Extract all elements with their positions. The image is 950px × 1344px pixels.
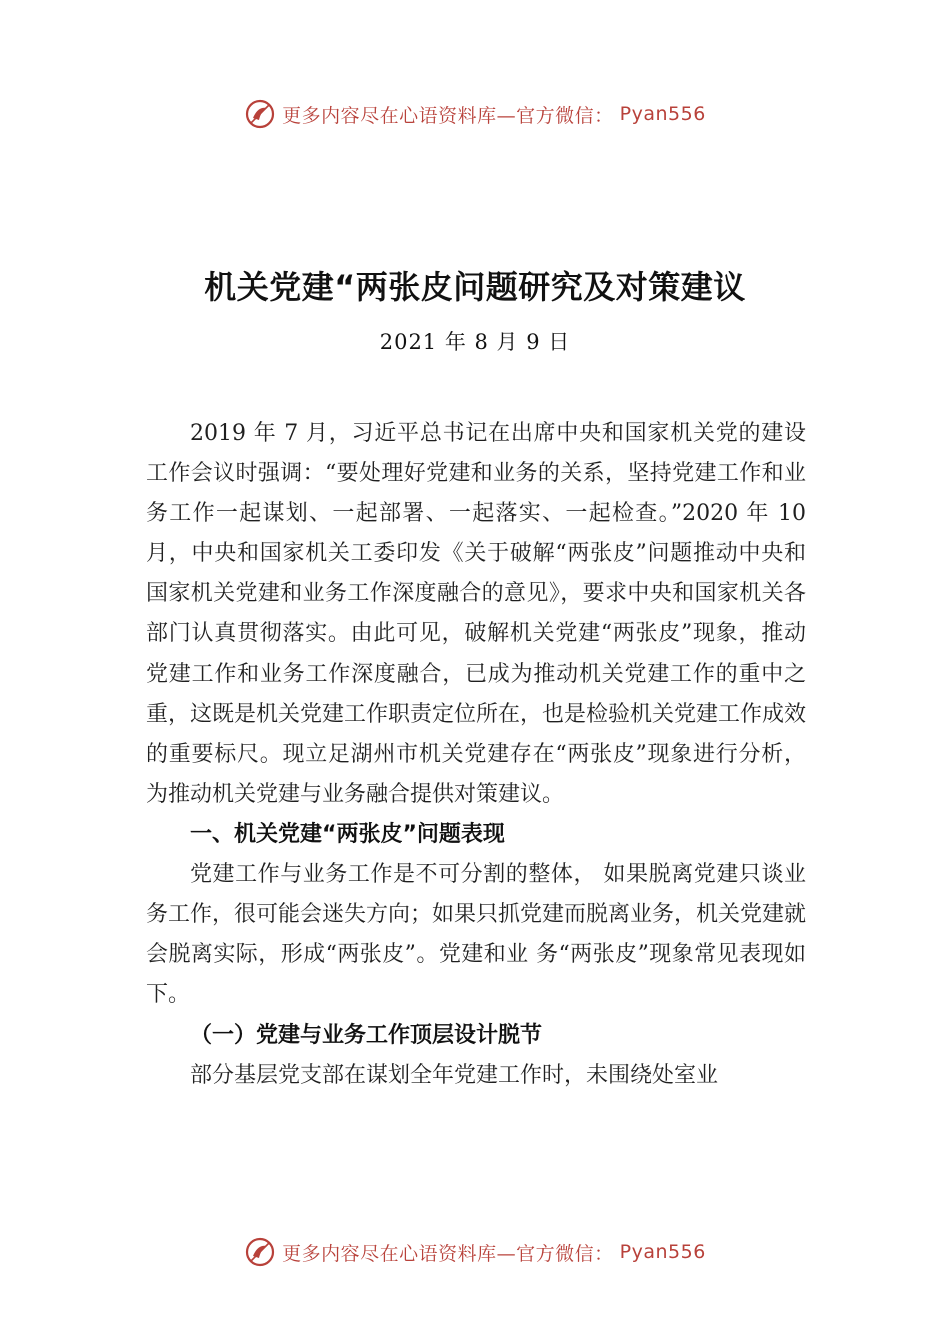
seal-logo-icon xyxy=(244,1236,276,1268)
section-heading: 一、机关党建“两张皮”问题表现 xyxy=(190,821,505,847)
watermark-footer xyxy=(0,1234,950,1270)
body-paragraph: 党建工作与业务工作是不可分割的整体， 如果脱离党建只谈业务工作，很可能会迷失方向；如果只抓党建而脱离业务，机关党建就会脱离实际，形成“两张皮”。党建和业 务“两张皮”现象常见表现如下。 xyxy=(146,862,807,1008)
body-paragraph: 部分基层党支部在谋划全年党建工作时，未围绕处室业 xyxy=(190,1062,719,1088)
document-body xyxy=(146,414,806,1096)
watermark-text: 更多内容尽在心语资料库—官方微信： xyxy=(282,104,614,127)
wechat-id: Pyan556 xyxy=(619,103,706,125)
watermark-text: 更多内容尽在心语资料库—官方微信： xyxy=(282,1242,614,1265)
document-date: 2021 年 8 月 9 日 xyxy=(379,330,571,354)
seal-logo-icon xyxy=(244,98,276,130)
watermark-header xyxy=(0,96,950,132)
body-paragraph: 2019 年 7 月，习近平总书记在出席中央和国家机关党的建设工作会议时强调：“要处理好党建和业务的关系，坚持党建工作和业务工作一起谋划、一起部署、一起落实、一起检查。”2020 年 10 月，中央和国家机关工委印发《关于破解“两张皮”问题推动中央和国家机关党建和业务工作深度融合的意见》，要求中央和国家机关各部门认真贯彻落实。由此可见，破解机关党建“两张皮”现象，推动党建工作和业务工作深度融合，已成为推动机关党建工作的重中之重，这既是机关党建工作职责定位所在，也是检验机关党建工作成效的重要标尺。现立足湖州市机关党建存在“两张皮”现象进行分析，为推动机关党建与业务融合提供对策建议。 xyxy=(146,421,807,807)
subsection-heading: （一）党建与业务工作顶层设计脱节 xyxy=(190,1022,543,1049)
document-title: 机关党建“两张皮问题研究及对策建议 xyxy=(204,268,746,306)
wechat-id: Pyan556 xyxy=(619,1241,706,1263)
